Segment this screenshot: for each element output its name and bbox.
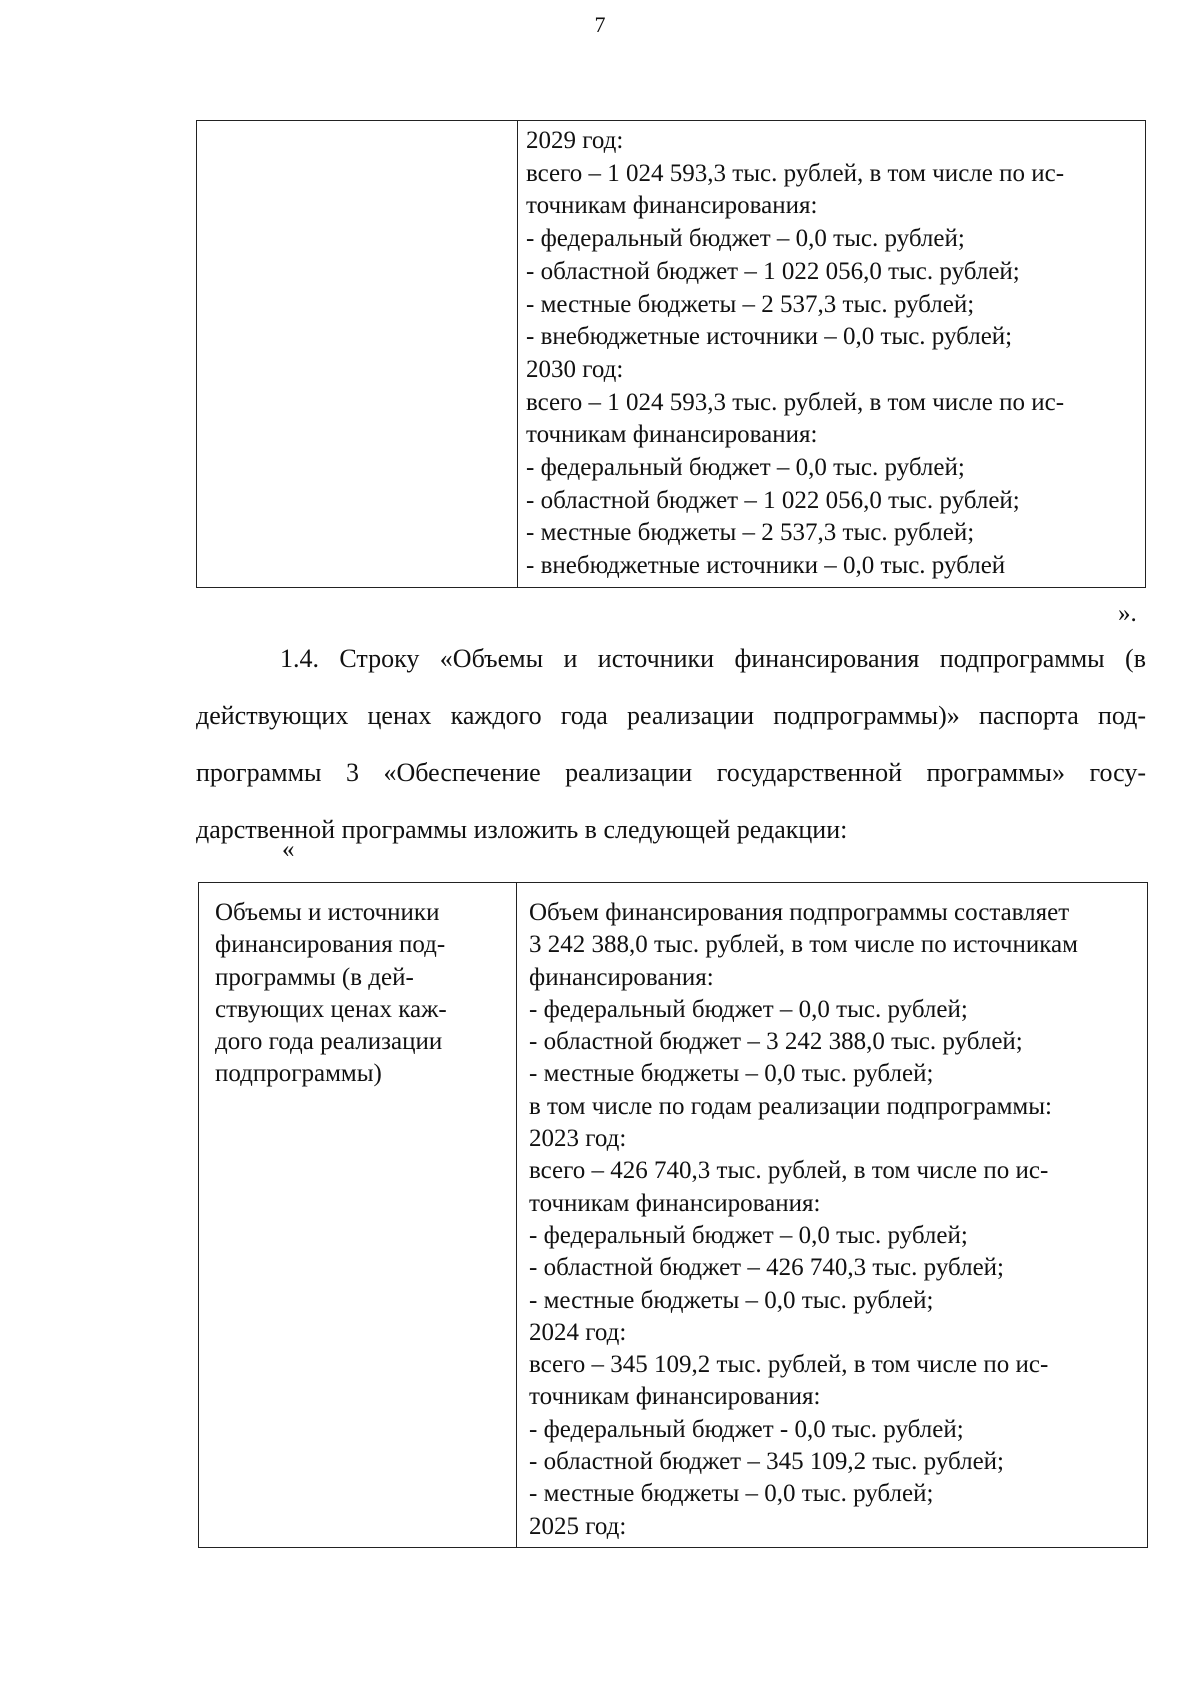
paragraph-line: действующих ценах каждого года реализации подпрограммы)» паспорта под-	[196, 701, 1146, 730]
text-line: - внебюджетные источники – 0,0 тыс. рублей;	[526, 323, 1013, 351]
text-line: - федеральный бюджет – 0,0 тыс. рублей;	[529, 995, 968, 1023]
text-line: - областной бюджет – 1 022 056,0 тыс. рублей;	[526, 486, 1020, 514]
text-line: - местные бюджеты – 2 537,3 тыс. рублей;	[526, 290, 975, 318]
text-line: 3 242 388,0 тыс. рублей, в том числе по источникам	[529, 931, 1078, 959]
text-line: - областной бюджет – 426 740,3 тыс. рублей;	[529, 1254, 1004, 1282]
text-line: - областной бюджет – 1 022 056,0 тыс. рублей;	[526, 257, 1020, 285]
text-line: - местные бюджеты – 0,0 тыс. рублей;	[529, 1480, 934, 1508]
text-line: 2030 год:	[526, 355, 624, 383]
amendment-paragraph	[196, 640, 1146, 868]
label-line: программы (в дей-	[215, 963, 414, 991]
text-line: - федеральный бюджет – 0,0 тыс. рублей;	[529, 1221, 968, 1249]
opening-quote: «	[282, 836, 295, 863]
funding-table-continued	[196, 120, 1146, 588]
text-line: точникам финансирования:	[529, 1189, 821, 1217]
label-line: Объемы и источники	[215, 899, 440, 926]
paragraph-line: программы 3 «Обеспечение реализации государственной программы» госу-	[196, 758, 1146, 787]
text-line: - областной бюджет – 3 242 388,0 тыс. рублей;	[529, 1028, 1023, 1056]
label-line: финансирования под-	[215, 931, 446, 959]
closing-quote: ».	[1118, 600, 1137, 627]
text-line: 2024 год:	[529, 1318, 627, 1346]
funding-table-subprogram-3	[198, 882, 1148, 1548]
label-line: дого года реализации	[215, 1028, 443, 1056]
text-line: - федеральный бюджет – 0,0 тыс. рублей;	[526, 454, 965, 482]
table-row	[197, 121, 1146, 588]
text-line: 2025 год:	[529, 1512, 627, 1540]
table-cell-funding-details	[517, 883, 1148, 1548]
text-line: - местные бюджеты – 2 537,3 тыс. рублей;	[526, 519, 975, 547]
table-cell-label	[199, 883, 517, 1548]
table-cell-label-empty	[197, 121, 518, 588]
text-line: - федеральный бюджет – 0,0 тыс. рублей;	[526, 225, 965, 253]
text-line: - местные бюджеты – 0,0 тыс. рублей;	[529, 1286, 934, 1314]
text-line: Объем финансирования подпрограммы составляет	[529, 899, 1070, 926]
text-line: 2029 год:	[526, 127, 624, 154]
text-line: - местные бюджеты – 0,0 тыс. рублей;	[529, 1060, 934, 1088]
text-line: точникам финансирования:	[529, 1383, 821, 1411]
label-line: подпрограммы)	[215, 1060, 382, 1088]
table-cell-funding-details	[518, 121, 1146, 588]
label-line: ствующих ценах каж-	[215, 995, 447, 1023]
paragraph-line: 1.4. Строку «Объемы и источники финансирования подпрограммы (в	[280, 644, 1146, 673]
text-line: всего – 426 740,3 тыс. рублей, в том числе по ис-	[529, 1157, 1049, 1185]
text-line: всего – 1 024 593,3 тыс. рублей, в том числе по ис-	[526, 159, 1065, 187]
table-row	[199, 883, 1148, 1548]
text-line: всего – 1 024 593,3 тыс. рублей, в том числе по ис-	[526, 388, 1065, 416]
text-line: - внебюджетные источники – 0,0 тыс. рублей	[526, 552, 1006, 580]
text-line: - областной бюджет – 345 109,2 тыс. рублей;	[529, 1448, 1004, 1476]
text-line: всего – 345 109,2 тыс. рублей, в том числе по ис-	[529, 1351, 1049, 1379]
paragraph-line: дарственной программы изложить в следующей редакции:	[196, 815, 848, 844]
text-line: точникам финансирования:	[526, 421, 818, 449]
text-line: 2023 год:	[529, 1125, 627, 1153]
text-line: финансирования:	[529, 963, 714, 991]
text-line: - федеральный бюджет - 0,0 тыс. рублей;	[529, 1415, 964, 1443]
page-number: 7	[594, 12, 606, 37]
text-line: точникам финансирования:	[526, 192, 818, 220]
text-line: в том числе по годам реализации подпрограммы:	[529, 1092, 1052, 1120]
